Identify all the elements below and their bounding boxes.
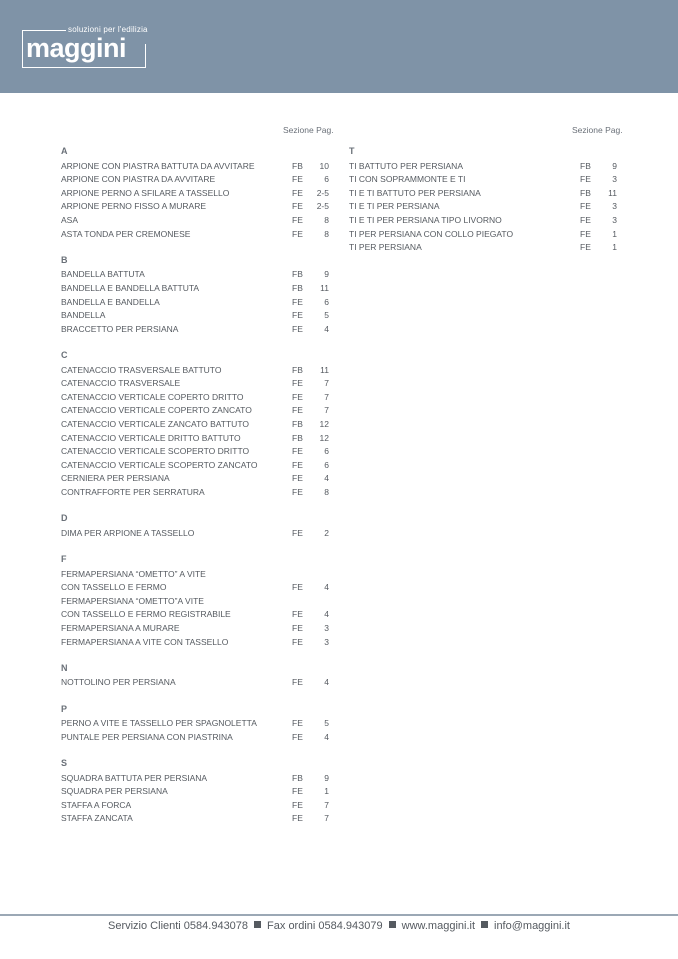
entry-page: 7: [324, 799, 329, 810]
entry-name: PERNO A VITE E TASSELLO PER SPAGNOLETTA: [61, 718, 257, 729]
entry-name: CON TASSELLO E FERMO REGISTRABILE: [61, 609, 231, 620]
index-entry: [349, 200, 617, 214]
entry-page: 8: [324, 228, 329, 239]
index-entry: [61, 228, 329, 242]
entry-section: FE: [292, 187, 303, 198]
entry-section: FE: [292, 677, 303, 688]
index-entry: [61, 445, 329, 459]
index-entry: [61, 785, 329, 799]
entry-section: FE: [292, 378, 303, 389]
entry-page: 1: [324, 786, 329, 797]
entry-page: 7: [324, 405, 329, 416]
entry-name: TI E TI PER PERSIANA TIPO LIVORNO: [349, 215, 502, 225]
index-entry: [61, 160, 329, 174]
entry-name: FERMAPERSIANA A MURARE: [61, 623, 180, 633]
entry-name: CERNIERA PER PERSIANA: [61, 473, 170, 484]
index-entry: [61, 772, 329, 786]
entry-section: FE: [292, 799, 303, 810]
entry-name: FERMAPERSIANA A VITE CON TASSELLO: [61, 636, 229, 647]
section-letter: C: [61, 350, 68, 360]
entry-section: FE: [292, 215, 303, 225]
entry-section: FE: [292, 487, 303, 497]
index-entry: [61, 581, 329, 595]
entry-section: FE: [580, 201, 591, 212]
index-entry: [61, 323, 329, 337]
entry-section: FB: [292, 364, 303, 375]
entry-section: FE: [292, 391, 303, 402]
entry-name: CATENACCIO VERTICALE DRITTO BATTUTO: [61, 432, 241, 443]
entry-name: ARPIONE CON PIASTRA DA AVVITARE: [61, 174, 216, 185]
index-entry: [349, 214, 617, 228]
entry-section: FE: [292, 174, 303, 185]
entry-section: FB: [292, 283, 303, 293]
entry-page: 6: [324, 174, 329, 185]
index-entry: [61, 676, 329, 690]
section-column-label: Sezione: [572, 125, 603, 135]
index-entry: [61, 296, 329, 310]
entry-section: FB: [292, 432, 303, 443]
index-entry: [349, 187, 617, 201]
index-entry: [61, 717, 329, 731]
entry-name: TI PER PERSIANA CON COLLO PIEGATO: [349, 228, 514, 239]
section-column-label: Sezione: [283, 125, 314, 135]
entry-section: FE: [292, 310, 303, 321]
square-bullet-icon: [481, 921, 488, 928]
entry-name: TI E TI BATTUTO PER PERSIANA: [349, 187, 481, 198]
entry-name: ARPIONE CON PIASTRA BATTUTA DA AVVITARE: [61, 160, 255, 171]
index-entry: [61, 200, 329, 214]
entry-name: CATENACCIO VERTICALE ZANCATO BATTUTO: [61, 419, 249, 429]
logo-frame: [22, 30, 146, 68]
entry-page: 2: [324, 527, 329, 538]
footer-divider: [0, 914, 678, 916]
entry-page: 2-5: [316, 187, 329, 198]
entry-page: 9: [612, 160, 617, 171]
index-entry: [61, 622, 329, 636]
entry-page: 11: [608, 187, 617, 198]
entry-name: BANDELLA E BANDELLA: [61, 296, 160, 307]
entry-name: CATENACCIO VERTICALE SCOPERTO ZANCATO: [61, 459, 258, 470]
section-letter: S: [61, 758, 68, 768]
logo-frame-right: [145, 44, 146, 68]
square-bullet-icon: [389, 921, 396, 928]
entry-name: BRACCETTO PER PERSIANA: [61, 323, 179, 334]
entry-page: 2-5: [316, 201, 329, 212]
entry-section: FB: [580, 160, 591, 171]
footer-web-link[interactable]: www.maggini.it: [401, 920, 475, 932]
entry-page: 6: [324, 296, 329, 307]
entry-section: FE: [292, 623, 303, 633]
entry-page: 12: [319, 432, 329, 443]
entry-section: FB: [292, 419, 303, 429]
entry-name: TI E TI PER PERSIANA: [349, 201, 440, 212]
entry-section: FE: [292, 718, 303, 729]
index-entry: [61, 418, 329, 432]
entry-name: BANDELLA E BANDELLA BATTUTA: [61, 283, 200, 293]
entry-section: FE: [292, 813, 303, 824]
footer-fax: Fax ordini 0584.943079: [267, 920, 383, 932]
entry-section: FE: [580, 174, 591, 185]
entry-name: TI PER PERSIANA: [349, 242, 422, 253]
index-entry: [61, 595, 329, 609]
index-entry: [349, 160, 617, 174]
entry-page: 4: [324, 323, 329, 334]
footer: [0, 917, 678, 937]
entry-page: 8: [324, 487, 329, 497]
entry-name: ARPIONE PERNO FISSO A MURARE: [61, 201, 207, 212]
index-entry: [61, 282, 329, 296]
index-entry: [349, 173, 617, 187]
entry-name: SQUADRA BATTUTA PER PERSIANA: [61, 772, 208, 783]
entry-name: SQUADRA PER PERSIANA: [61, 786, 168, 797]
entry-page: 3: [612, 201, 617, 212]
index-entry: [61, 391, 329, 405]
footer-service: Servizio Clienti 0584.943078: [108, 920, 249, 932]
index-entry: [61, 404, 329, 418]
right-section-header: [572, 125, 623, 135]
entry-section: FB: [292, 772, 303, 783]
index-entry: [61, 527, 329, 541]
index-entry: [61, 799, 329, 813]
footer-email-link[interactable]: info@maggini.it: [494, 920, 570, 932]
index-entry: [61, 187, 329, 201]
entry-section: FE: [292, 296, 303, 307]
entry-page: 6: [324, 446, 329, 457]
section-letter: T: [349, 146, 355, 156]
index-entry: [61, 364, 329, 378]
entry-section: FE: [292, 582, 303, 593]
entry-name: NOTTOLINO PER PERSIANA: [61, 677, 176, 688]
index-entry: [61, 636, 329, 650]
entry-page: 4: [324, 609, 329, 620]
entry-name: BANDELLA: [61, 310, 106, 321]
entry-page: 4: [324, 677, 329, 688]
index-entry: [61, 214, 329, 228]
entry-section: FB: [580, 187, 591, 198]
entry-name: TI BATTUTO PER PERSIANA: [349, 160, 463, 171]
entry-section: FB: [292, 269, 303, 280]
brand-logo: maggini: [26, 33, 127, 63]
entry-page: 11: [320, 364, 329, 375]
index-entry: [61, 472, 329, 486]
entry-page: 10: [319, 160, 329, 171]
entry-section: FE: [292, 636, 303, 647]
entry-name: ASA: [61, 215, 79, 225]
brand-tagline: soluzioni per l'edilizia: [68, 25, 148, 34]
entry-page: 3: [324, 623, 329, 633]
entry-section: FE: [292, 228, 303, 239]
index-entry: [349, 228, 617, 242]
entry-name: STAFFA ZANCATA: [61, 813, 133, 824]
index-entry: [61, 309, 329, 323]
entry-section: FE: [292, 323, 303, 334]
entry-name: FERMAPERSIANA “OMETTO”A VITE: [61, 595, 204, 606]
entry-name: ARPIONE PERNO A SFILARE A TASSELLO: [61, 187, 230, 198]
entry-section: FE: [292, 527, 303, 538]
entry-name: ASTA TONDA PER CREMONESE: [61, 228, 191, 239]
entry-page: 4: [324, 731, 329, 742]
entry-page: 6: [324, 459, 329, 470]
entry-section: FE: [580, 215, 591, 225]
entry-section: FE: [292, 473, 303, 484]
entry-section: FE: [292, 446, 303, 457]
entry-name: DIMA PER ARPIONE A TASSELLO: [61, 527, 195, 538]
entry-section: FE: [292, 201, 303, 212]
index-entry: [61, 486, 329, 500]
entry-section: FB: [292, 160, 303, 171]
index-entry: [61, 459, 329, 473]
entry-name: TI CON SOPRAMMONTE E TI: [349, 174, 466, 185]
entry-page: 5: [324, 718, 329, 729]
entry-section: FE: [292, 405, 303, 416]
index-entry: [61, 812, 329, 826]
section-letter: P: [61, 703, 68, 714]
section-letter: F: [61, 554, 67, 564]
entry-page: 12: [319, 419, 329, 429]
entry-page: 3: [324, 636, 329, 647]
entry-name: CONTRAFFORTE PER SERRATURA: [61, 487, 205, 497]
entry-page: 7: [324, 391, 329, 402]
entry-name: FERMAPERSIANA “OMETTO” A VITE: [61, 568, 206, 579]
entry-name: CATENACCIO TRASVERSALE BATTUTO: [61, 364, 222, 375]
header-banner: [0, 0, 678, 93]
entry-section: FE: [292, 786, 303, 797]
entry-name: PUNTALE PER PERSIANA CON PIASTRINA: [61, 731, 233, 742]
index-entry: [61, 377, 329, 391]
index-entry: [61, 608, 329, 622]
page-column-label: Pag.: [605, 125, 623, 135]
index-entry: [61, 731, 329, 745]
entry-name: CATENACCIO VERTICALE SCOPERTO DRITTO: [61, 446, 250, 457]
section-letter: B: [61, 254, 68, 265]
section-letter: A: [61, 146, 68, 156]
entry-name: CATENACCIO VERTICALE COPERTO DRITTO: [61, 391, 244, 402]
square-bullet-icon: [254, 921, 261, 928]
index-entry: [61, 173, 329, 187]
index-entry: [61, 432, 329, 446]
index-entry: [61, 568, 329, 582]
section-letter: D: [61, 513, 68, 524]
entry-page: 5: [324, 310, 329, 321]
entry-page: 4: [324, 473, 329, 484]
entry-page: 7: [324, 378, 329, 389]
entry-page: 9: [324, 772, 329, 783]
entry-page: 1: [612, 242, 617, 253]
page-column-label: Pag.: [316, 125, 334, 135]
entry-page: 8: [324, 215, 329, 225]
entry-section: FE: [292, 731, 303, 742]
entry-page: 7: [324, 813, 329, 824]
index-entry: [349, 241, 617, 255]
entry-page: 4: [324, 582, 329, 593]
entry-page: 3: [612, 215, 617, 225]
entry-section: FE: [292, 459, 303, 470]
index-entry: [61, 268, 329, 282]
left-section-header: [283, 125, 334, 135]
entry-name: CATENACCIO TRASVERSALE: [61, 378, 181, 389]
entry-page: 9: [324, 269, 329, 280]
section-letter: N: [61, 662, 68, 673]
entry-name: BANDELLA BATTUTA: [61, 269, 145, 280]
entry-name: STAFFA A FORCA: [61, 799, 132, 810]
entry-section: FE: [292, 609, 303, 620]
entry-page: 3: [612, 174, 617, 185]
entry-section: FE: [580, 228, 591, 239]
entry-name: CATENACCIO VERTICALE COPERTO ZANCATO: [61, 405, 252, 416]
entry-name: CON TASSELLO E FERMO: [61, 582, 167, 593]
entry-page: 11: [320, 283, 329, 293]
entry-section: FE: [580, 242, 591, 253]
entry-page: 1: [612, 228, 617, 239]
